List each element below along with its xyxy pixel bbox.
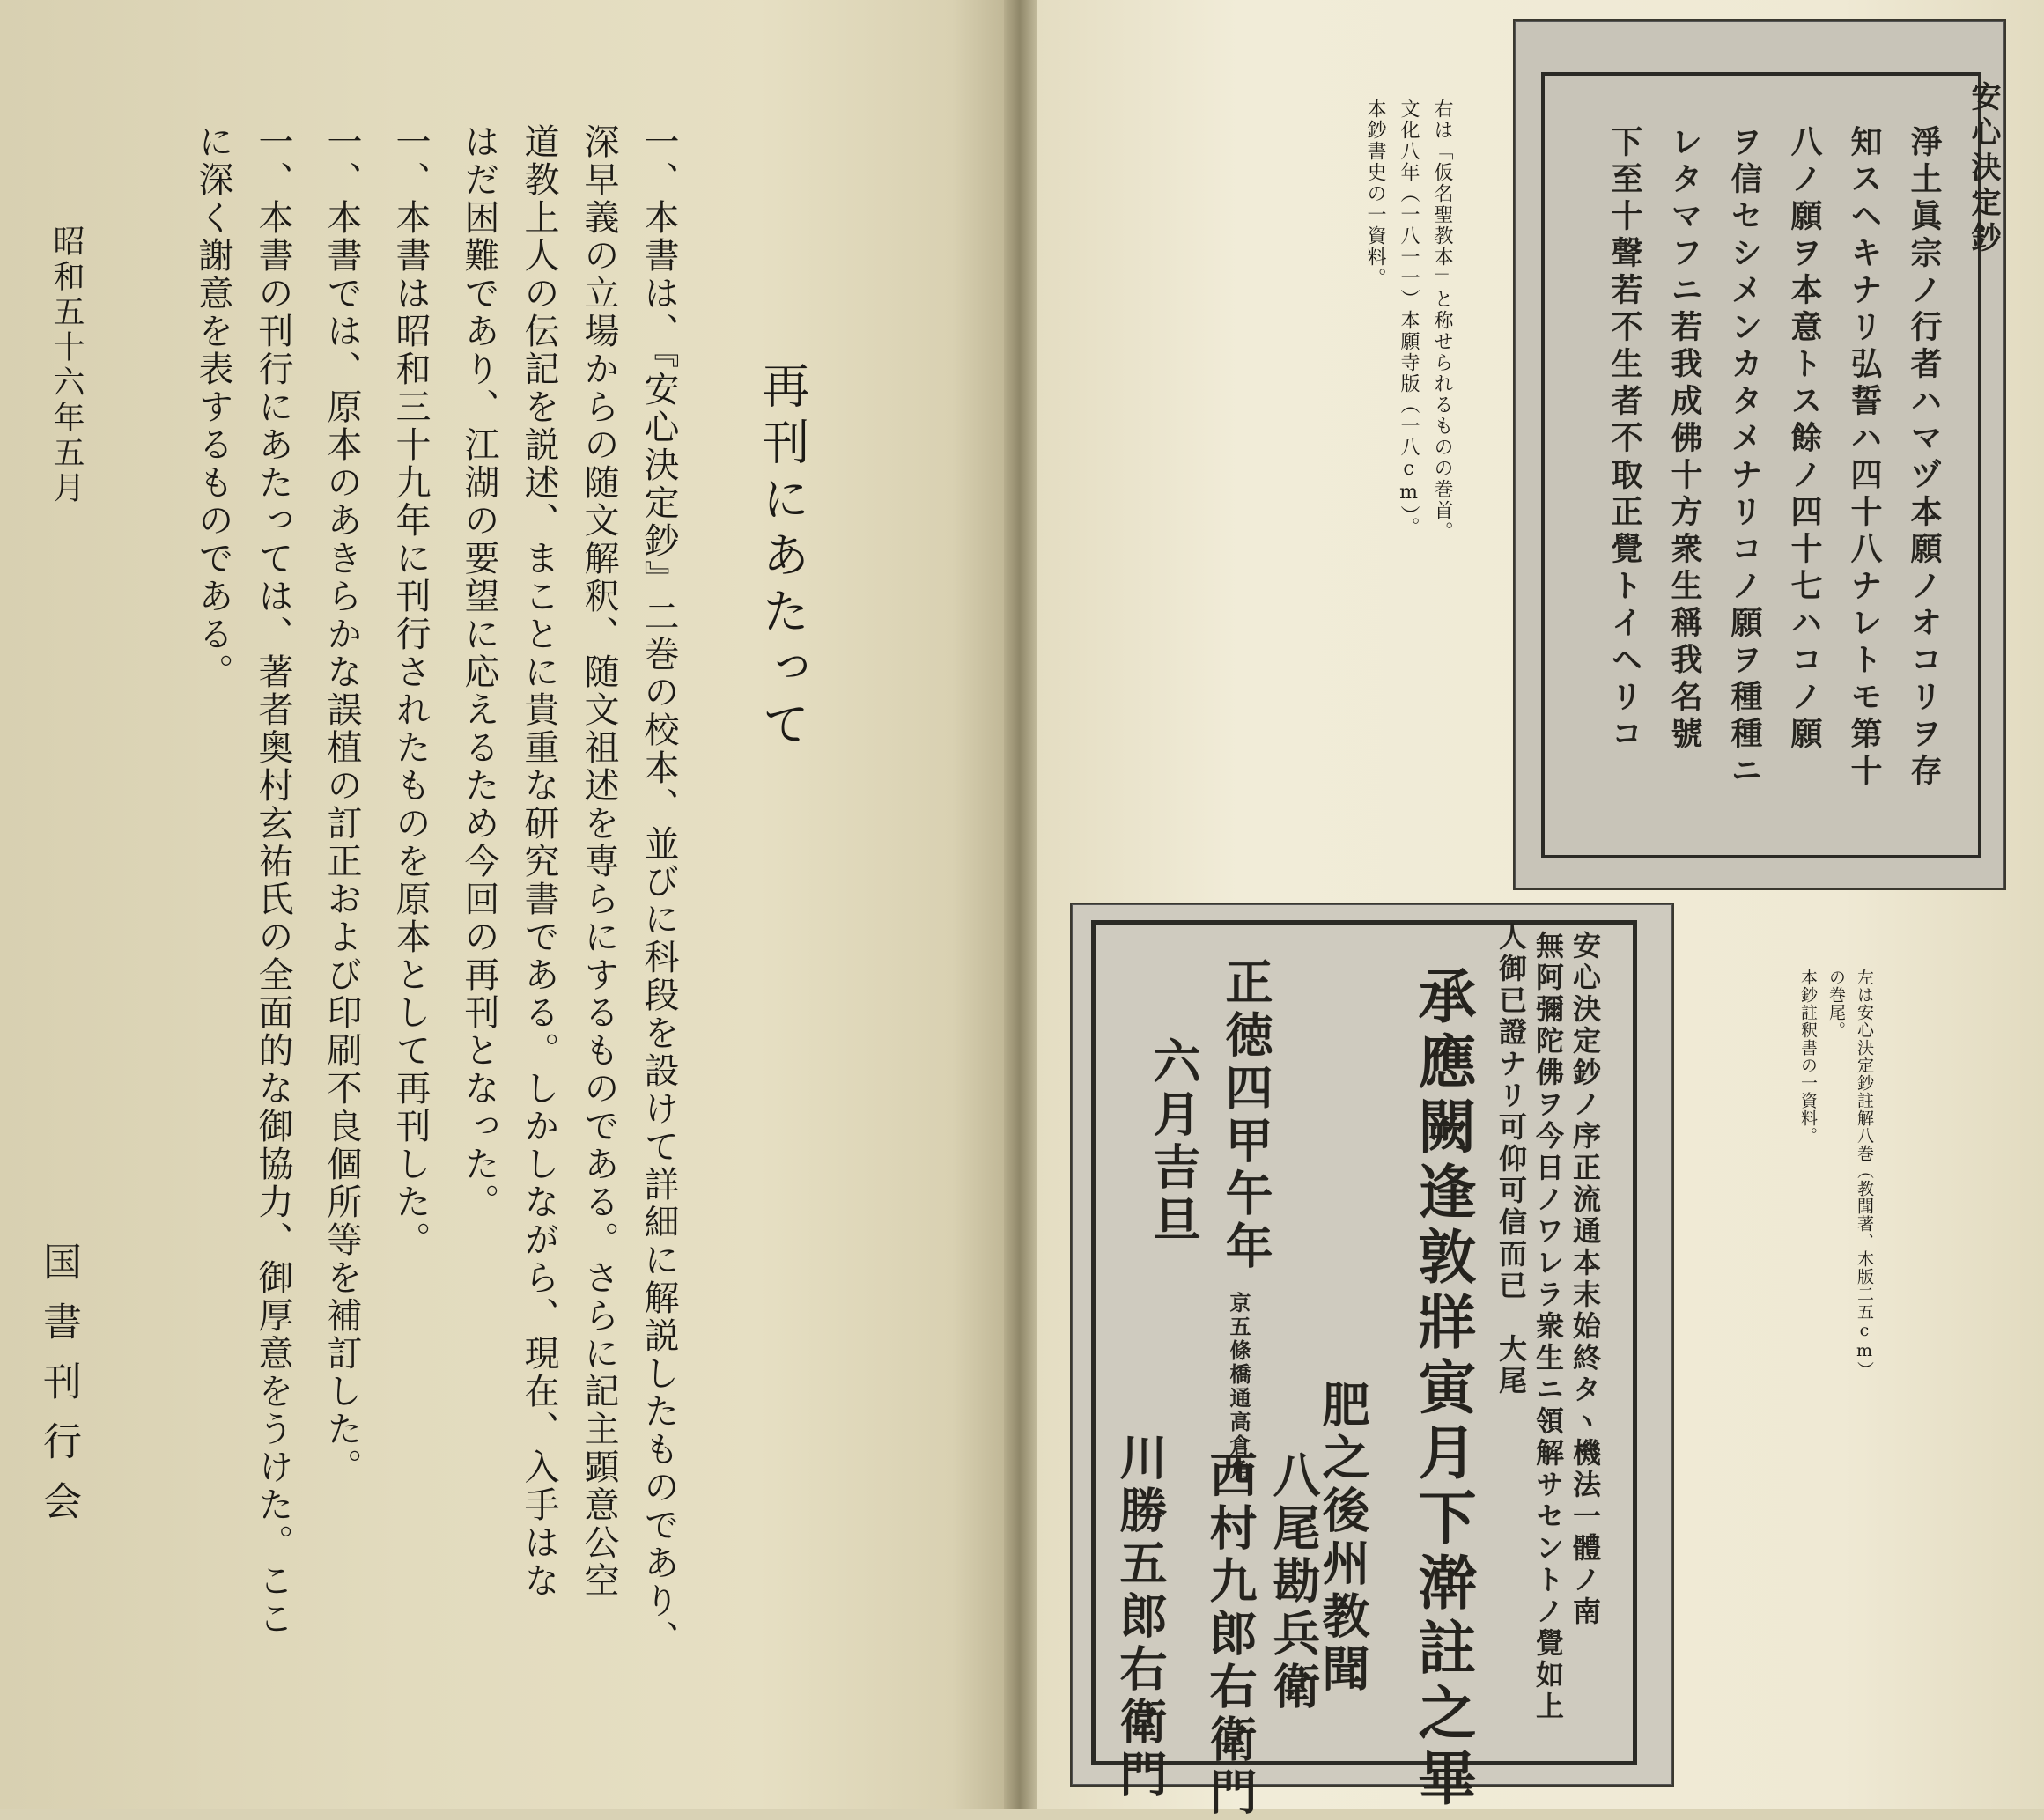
scan-top-line-1: 淨土眞宗ノ行者ハマヅ本願ノオコリヲ存 <box>1906 125 1943 791</box>
page-title: 再刊にあたって <box>755 361 810 755</box>
caption-top-line-1: 右は「仮名聖教本」と称せられるものの巻首。 <box>1431 99 1453 542</box>
scan-top-line-3: 八ノ願ヲ本意トス餘ノ四十七ハコノ願 <box>1786 125 1823 754</box>
scan-bottom-author: 肥之後州教聞 <box>1315 1380 1371 1697</box>
paragraph-line-3: 道教上人の伝記を説述、まことに貴重な研究書である。しかしながら、現在、入手はな <box>519 123 559 1600</box>
caption-bottom-line-2: の巻尾。 <box>1826 969 1846 1039</box>
caption-bottom-line-3: 本鈔註釈書の一資料。 <box>1798 969 1818 1145</box>
paragraph-line-2: 深早義の立場からの随文解釈、随文祖述を専らにするものである。さらに記主顕意公空 <box>579 123 619 1600</box>
caption-bottom-line-1: 左は安心決定鈔註解八巻（教聞著、木版二五cm） <box>1855 969 1874 1379</box>
paragraph-line-8: に深く謝意を表するものである。 <box>193 123 233 691</box>
caption-top-line-2: 文化八年（一八一一）本願寺版（一八cm）。 <box>1398 99 1420 538</box>
scan-image-bottom <box>1070 903 1674 1820</box>
scan-top-line-2: 知スヘキナリ弘誓ハ四十八ナレトモ第十 <box>1846 125 1883 791</box>
scan-bottom-line-1: 安心決定鈔ノ序正流通本末始終タヽ機法一體ノ南 <box>1568 931 1602 1628</box>
scan-top-line-5: レタマフニ若我成佛十方衆生稱我名號 <box>1666 125 1703 754</box>
scan-bottom-line-3: 人御已證ナリ可仰可信而已 大尾 <box>1494 922 1528 1397</box>
caption-top-line-3: 本鈔書史の一資料。 <box>1364 99 1386 289</box>
paragraph-line-6: 一、本書では、原本のあきらかな誤植の訂正および印刷不良個所等を補訂した。 <box>321 123 362 1486</box>
scan-bottom-publisher-1: 八尾勘兵衛 <box>1266 1450 1322 1714</box>
scan-top-title: 安心決定鈔 <box>1966 81 2001 257</box>
scan-top-line-6: 下至十聲若不生者不取正覺トイヘリコ <box>1606 125 1643 754</box>
scan-bottom-publisher-3: 川勝五郎右衛門 <box>1112 1433 1169 1802</box>
paragraph-line-1: 一、本書は、『安心決定鈔』二巻の校本、並びに科段を設けて詳細に解説したものであり、 <box>638 123 679 1658</box>
scan-bottom-address: 京五條橋通高倉角 <box>1226 1292 1251 1482</box>
left-page <box>0 0 1013 1809</box>
scan-bottom-main: 承應闕逢敦牂寅月下澣註之畢 <box>1408 966 1477 1813</box>
paragraph-line-5: 一、本書は昭和三十九年に刊行されたものを原本として再刊した。 <box>390 123 431 1259</box>
scan-top-line-4: ヲ信セシメンカタメナリコノ願ヲ種種ニ <box>1726 125 1763 791</box>
paragraph-line-4: はだ困難であり、江湖の要望に応えるため今回の再刊となった。 <box>459 123 499 1221</box>
publisher-name: 国書刊行会 <box>36 1242 81 1541</box>
scan-image-top <box>1513 19 2006 890</box>
scan-bottom-publisher-2: 西村九郎右衛門 <box>1202 1450 1258 1820</box>
scan-bottom-era: 正徳四甲午年 <box>1218 957 1274 1274</box>
paragraph-line-7: 一、本書の刊行にあたっては、著者奥村玄祐氏の全面的な御協力、御厚意をうけた。ここ <box>253 123 293 1638</box>
publication-date: 昭和五十六年五月 <box>48 225 85 506</box>
book-gutter <box>1004 0 1039 1809</box>
scan-bottom-month: 六月吉旦 <box>1146 1036 1202 1248</box>
scan-bottom-line-2: 無阿彌陀佛ヲ今日ノワレラ衆生ニ領解サセントノ覺如上 <box>1531 931 1565 1723</box>
